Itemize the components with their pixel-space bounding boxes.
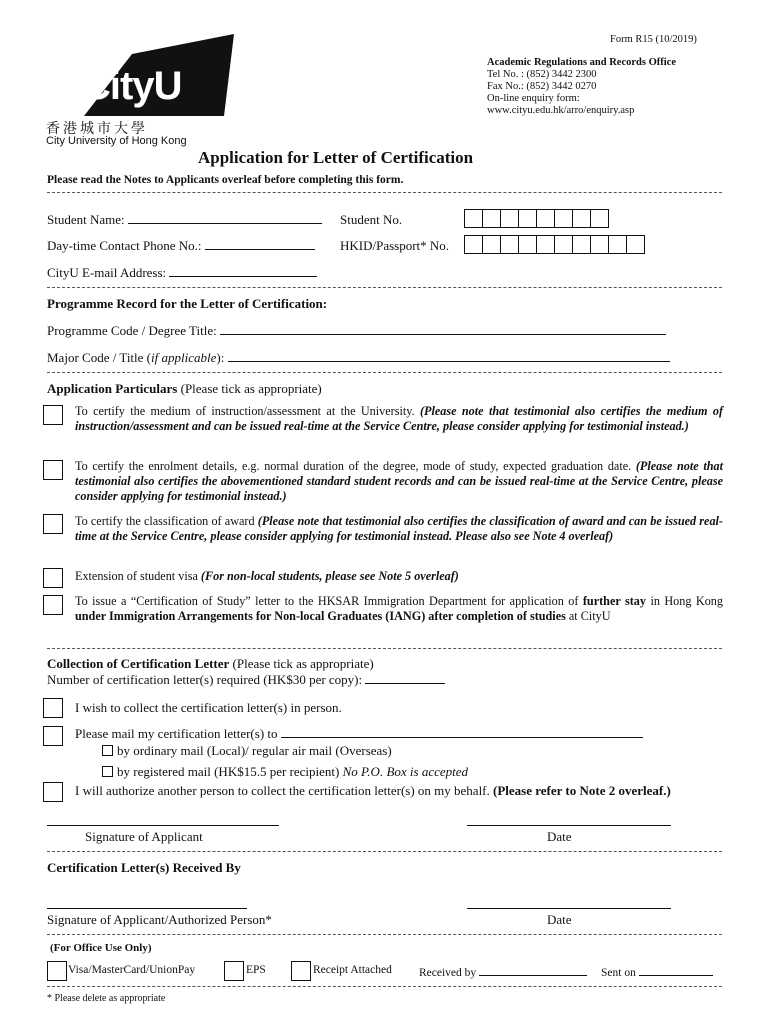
major-code-label: Major Code / Title (if applicable): xyxy=(47,350,670,366)
option-enrolment-details: To certify the enrolment details, e.g. normal duration of the degree, mode of study, expected graduation date. (Please note that testimonial also certifies the abovementioned standard student records and can be issued real-time at the Service Centre, please consider applying for testimonial instead.) xyxy=(75,459,724,503)
copies-label: Number of certification letter(s) required (HK$30 per copy): xyxy=(47,672,445,688)
email-field[interactable] xyxy=(169,265,317,277)
divider xyxy=(47,287,722,288)
form-number: Form R15 (10/2019) xyxy=(610,34,697,45)
office-url[interactable]: www.cityu.edu.hk/arro/enquiry.asp xyxy=(487,105,635,116)
received-signature-line[interactable] xyxy=(47,908,247,909)
notice: Please read the Notes to Applicants overleaf before completing this form. xyxy=(47,174,404,186)
applicant-signature-line[interactable] xyxy=(47,825,279,826)
receipt-label: Receipt Attached xyxy=(313,964,392,976)
checkbox-student-visa[interactable] xyxy=(43,568,63,588)
mail-address-field[interactable] xyxy=(281,726,643,738)
option-medium-of-instruction: To certify the medium of instruction/assessment at the University. (Please note that testimonial also certifies the medium of instruction/assessment and can be issued real-time at the Service Centre, please consider applying for testimonial instead.) xyxy=(75,404,723,433)
sent-on-field[interactable] xyxy=(639,964,713,976)
received-by-label: Received by xyxy=(419,964,587,979)
option-ordinary-mail[interactable]: by ordinary mail (Local)/ regular air mail (Overseas) xyxy=(102,743,392,759)
footnote: * Please delete as appropriate xyxy=(47,993,166,1004)
checkbox-authorize-person[interactable] xyxy=(43,782,63,802)
office-tel: Tel No. : (852) 3442 2300 xyxy=(487,69,597,80)
checkbox-registered-mail[interactable] xyxy=(102,766,113,777)
divider xyxy=(47,851,722,852)
copies-field[interactable] xyxy=(365,672,445,684)
visa-label: Visa/MasterCard/UnionPay xyxy=(68,964,196,976)
option-classification-of-award: To certify the classification of award (Please note that testimonial also certifies the classification of award and can be issued real-time at the Service Centre, please consider applying for testimonial instead. Please also see Note 4 overleaf) xyxy=(75,514,723,543)
student-no-label: Student No. xyxy=(340,212,403,227)
major-code-field[interactable] xyxy=(228,350,670,362)
sent-on-label: Sent on xyxy=(601,964,713,979)
option-student-visa: Extension of student visa (For non-local students, please see Note 5 overleaf) xyxy=(75,569,459,583)
hkid-field[interactable] xyxy=(464,235,644,254)
particulars-heading: Application Particulars (Please tick as appropriate) xyxy=(47,381,322,396)
office-contact xyxy=(487,57,676,117)
logo-chinese: 香港城市大學 xyxy=(46,121,148,137)
date-line[interactable] xyxy=(467,825,671,826)
date-label: Date xyxy=(547,829,572,844)
office-fax: Fax No.: (852) 3442 0270 xyxy=(487,81,597,92)
received-date-label: Date xyxy=(547,912,572,927)
collection-heading: Collection of Certification Letter (Please tick as appropriate) xyxy=(47,656,374,671)
checkbox-classification-of-award[interactable] xyxy=(43,514,63,534)
phone-label: Day-time Contact Phone No.: xyxy=(47,238,315,254)
checkbox-eps[interactable] xyxy=(224,961,244,981)
option-collect-in-person: I wish to collect the certification letter(s) in person. xyxy=(75,700,342,715)
student-no-field[interactable] xyxy=(464,209,608,228)
received-by-field[interactable] xyxy=(479,964,587,976)
divider xyxy=(47,648,722,649)
divider xyxy=(47,986,722,987)
divider xyxy=(47,934,722,935)
applicant-signature-label: Signature of Applicant xyxy=(85,829,203,844)
received-signature-label: Signature of Applicant/Authorized Person* xyxy=(47,912,272,927)
eps-label: EPS xyxy=(246,964,266,976)
programme-code-field[interactable] xyxy=(220,323,666,335)
divider xyxy=(47,372,722,373)
checkbox-visa[interactable] xyxy=(47,961,67,981)
programme-code-label: Programme Code / Degree Title: xyxy=(47,323,666,339)
office-name: Academic Regulations and Records Office xyxy=(487,57,676,68)
option-registered-mail[interactable]: by registered mail (HK$15.5 per recipient) No P.O. Box is accepted xyxy=(102,764,468,780)
email-label: CityU E-mail Address: xyxy=(47,265,317,281)
logo-english: City University of Hong Kong xyxy=(46,135,187,147)
checkbox-medium-of-instruction[interactable] xyxy=(43,405,63,425)
office-enquiry: On-line enquiry form: xyxy=(487,93,580,104)
student-name-label: Student Name: xyxy=(47,212,322,228)
option-certification-of-study: To issue a “Certification of Study” letter to the HKSAR Immigration Department for application of further stay in Hong Kong under Immigration Arrangements for Non-local Graduates (IANG) after completion of studies at CityU xyxy=(75,594,723,623)
received-date-line[interactable] xyxy=(467,908,671,909)
student-name-field[interactable] xyxy=(128,212,322,224)
office-use-heading: (For Office Use Only) xyxy=(50,942,152,954)
logo-text: CityU xyxy=(82,64,182,108)
checkbox-ordinary-mail[interactable] xyxy=(102,745,113,756)
checkbox-receipt[interactable] xyxy=(291,961,311,981)
option-mail: Please mail my certification letter(s) to xyxy=(75,726,643,742)
option-authorize-person: I will authorize another person to collect the certification letter(s) on my behalf. (Please refer to Note 2 overleaf.) xyxy=(75,783,671,798)
programme-heading: Programme Record for the Letter of Certification: xyxy=(47,296,328,311)
page-title: Application for Letter of Certification xyxy=(198,148,474,167)
checkbox-mail[interactable] xyxy=(43,726,63,746)
hkid-label: HKID/Passport* No. xyxy=(340,238,450,253)
phone-field[interactable] xyxy=(205,238,315,250)
checkbox-collect-in-person[interactable] xyxy=(43,698,63,718)
checkbox-enrolment-details[interactable] xyxy=(43,460,63,480)
checkbox-certification-of-study[interactable] xyxy=(43,595,63,615)
divider xyxy=(47,192,722,193)
received-heading: Certification Letter(s) Received By xyxy=(47,860,241,875)
